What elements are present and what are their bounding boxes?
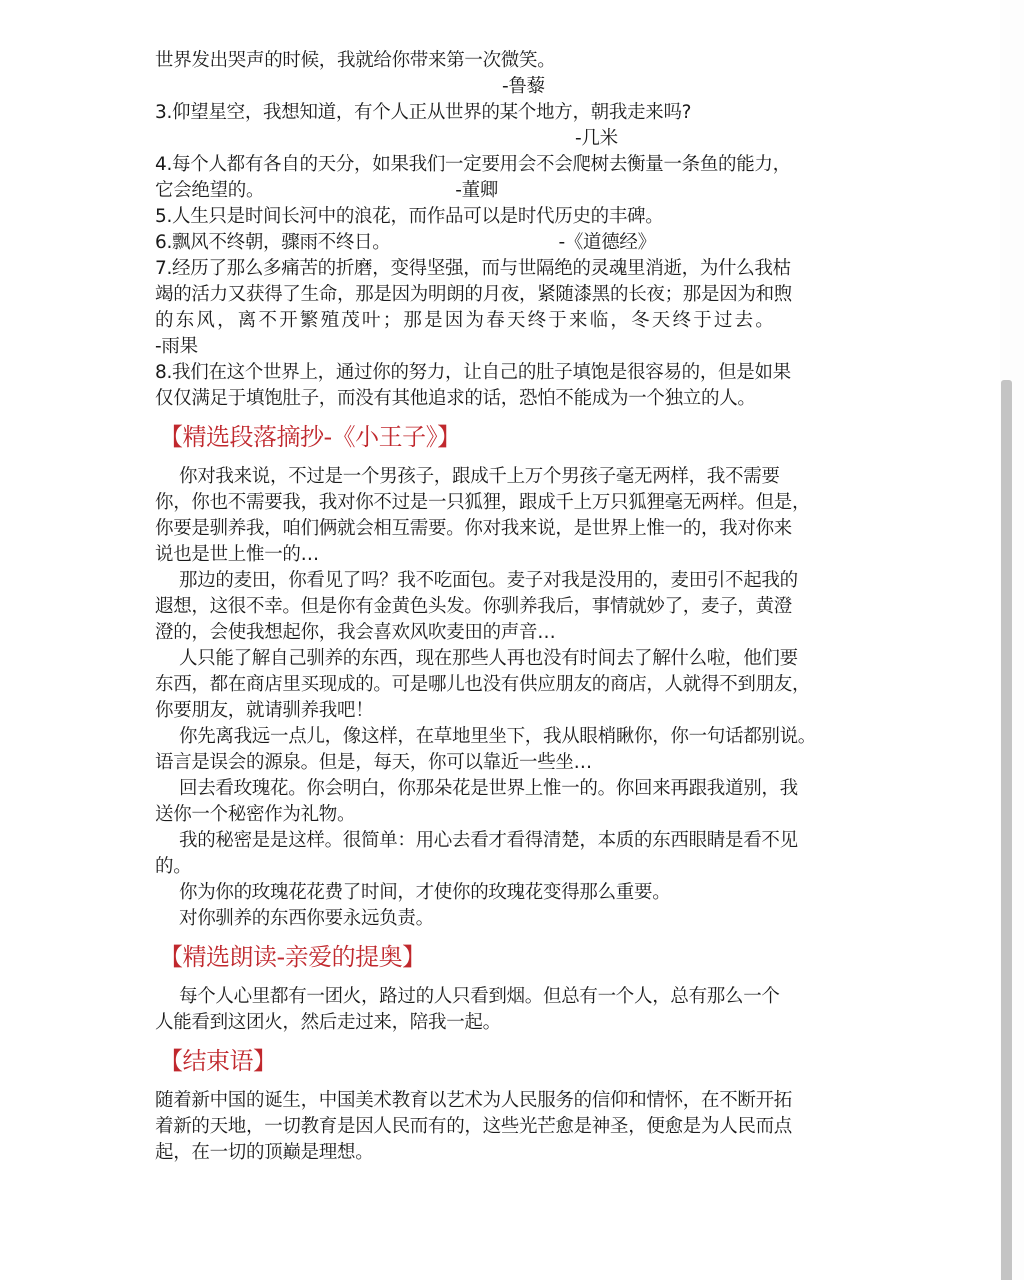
quote-7: [155, 256, 870, 360]
quote-8-line: 仅仅满足于填饱肚子，而没有其他追求的话，恐怕不能成为一个独立的人。: [155, 388, 756, 409]
little-prince-excerpts: [155, 464, 870, 932]
quote-6: [155, 230, 870, 256]
excerpt-line: 送你一个秘密作为礼物。: [155, 804, 356, 825]
excerpt-line: 的。: [155, 856, 192, 877]
quote-7-line: 的东风，离不开繁殖茂叶；那是因为春天终于来临，冬天终于过去。: [155, 310, 777, 331]
excerpt-line: 东西，都在商店里买现成的。可是哪儿也没有供应朋友的商店，人就得不到朋友，: [155, 674, 811, 695]
excerpt-line: 你对我来说，不过是一个男孩子，跟成千上万个男孩子毫无两样，我不需要: [179, 466, 780, 487]
quote-7-author: -雨果: [155, 336, 198, 357]
conclusion-line: 起，在一切的顶巅是理想。: [155, 1142, 374, 1163]
section-heading-theo: 【精选朗读-亲爱的提奥】: [159, 943, 426, 971]
quote-4-line-1: 4.每个人都有各自的天分，如果我们一定要用会不会爬树去衡量一条鱼的能力，: [155, 154, 791, 175]
excerpt-line: 你，你也不需要我，我对你不过是一只狐狸，跟成千上万只狐狸毫无两样。但是，: [155, 492, 811, 513]
excerpt-line: 你要朋友，就请驯养我吧！: [155, 700, 374, 721]
quote-7-line: 竭的活力又获得了生命，那是因为明朗的月夜，紧随漆黑的长夜；那是因为和煦: [155, 284, 793, 305]
excerpt-paragraph: [155, 646, 870, 724]
quote-3: 3.仰望星空，我想知道，有个人正从世界的某个地方，朝我走来吗?: [155, 102, 692, 123]
excerpt-line: 遐想，这很不幸。但是你有金黄色头发。你驯养我后，事情就妙了，麦子，黄澄: [155, 596, 793, 617]
quote-2-tail: 世界发出哭声的时候，我就给你带来第一次微笑。: [155, 50, 556, 71]
excerpt-paragraph: [155, 464, 870, 568]
quote-4-author: -董卿: [455, 180, 498, 201]
excerpt-paragraph: [155, 880, 870, 906]
excerpt-line: 语言是误会的源泉。但是，每天，你可以靠近一些坐…: [155, 752, 592, 773]
document-page: [155, 48, 870, 1166]
quote-7-line: 7.经历了那么多痛苦的折磨，变得坚强，而与世隔绝的灵魂里消逝，为什么我枯: [155, 258, 791, 279]
quote-3-author: -几米: [575, 128, 618, 149]
conclusion-text: [155, 1088, 870, 1166]
excerpt-line: 澄的，会使我想起你，我会喜欢风吹麦田的声音…: [155, 622, 556, 643]
quote-2-author: -鲁藜: [502, 76, 545, 97]
quote-4-line-2: [155, 178, 870, 204]
excerpt-paragraph: [155, 776, 870, 828]
excerpt-line: 那边的麦田，你看见了吗？我不吃面包。麦子对我是没用的，麦田引不起我的: [179, 570, 798, 591]
theo-excerpt: [155, 984, 870, 1036]
excerpt-line: 你先离我远一点儿，像这样，在草地里坐下，我从眼梢瞅你，你一句话都别说。: [179, 726, 817, 747]
quote-5: 5.人生只是时间长河中的浪花，而作品可以是时代历史的丰碑。: [155, 206, 664, 227]
quote-6-author: -《道德经》: [558, 232, 656, 253]
conclusion-line: 着新的天地，一切教育是因人民而有的，这些光芒愈是神圣，便愈是为人民而点: [155, 1116, 793, 1137]
excerpt-paragraph: [155, 568, 870, 646]
quote-8-line: 8.我们在这个世界上，通过你的努力，让自己的肚子填饱是很容易的，但是如果: [155, 362, 791, 383]
excerpt-paragraph: [155, 906, 870, 932]
excerpt-line: 我的秘密是是这样。很简单：用心去看才看得清楚，本质的东西眼睛是看不见: [179, 830, 798, 851]
excerpt-line: 说也是世上惟一的…: [155, 544, 319, 565]
excerpt-line: 你要是驯养我，咱们俩就会相互需要。你对我来说，是世界上惟一的，我对你来: [155, 518, 793, 539]
section-heading-little-prince: 【精选段落摘抄-《小王子》】: [159, 423, 461, 451]
excerpt-paragraph: [155, 724, 870, 776]
excerpt-line: 人只能了解自己驯养的东西，现在那些人再也没有时间去了解什么啦，他们要: [179, 648, 798, 669]
scrollbar-thumb[interactable]: [1001, 380, 1012, 1280]
excerpt-paragraph: [155, 828, 870, 880]
section-heading-conclusion: 【结束语】: [159, 1047, 277, 1075]
excerpt-line: 你为你的玫瑰花花费了时间，才使你的玫瑰花变得那么重要。: [179, 882, 671, 903]
quote-list: [155, 48, 870, 412]
excerpt-line: 每个人心里都有一团火，路过的人只看到烟。但总有一个人，总有那么一个: [179, 986, 780, 1007]
excerpt-line: 回去看玫瑰花。你会明白，你那朵花是世界上惟一的。你回来再跟我道别，我: [179, 778, 798, 799]
quote-4-text: 它会绝望的。: [155, 180, 265, 201]
quote-6-text: 6.飘风不终朝，骤雨不终日。: [155, 232, 391, 253]
quote-8: [155, 360, 870, 412]
excerpt-line: 对你驯养的东西你要永远负责。: [179, 908, 434, 929]
conclusion-line: 随着新中国的诞生，中国美术教育以艺术为人民服务的信仰和情怀，在不断开拓: [155, 1090, 793, 1111]
excerpt-line: 人能看到这团火，然后走过来，陪我一起。: [155, 1012, 501, 1033]
